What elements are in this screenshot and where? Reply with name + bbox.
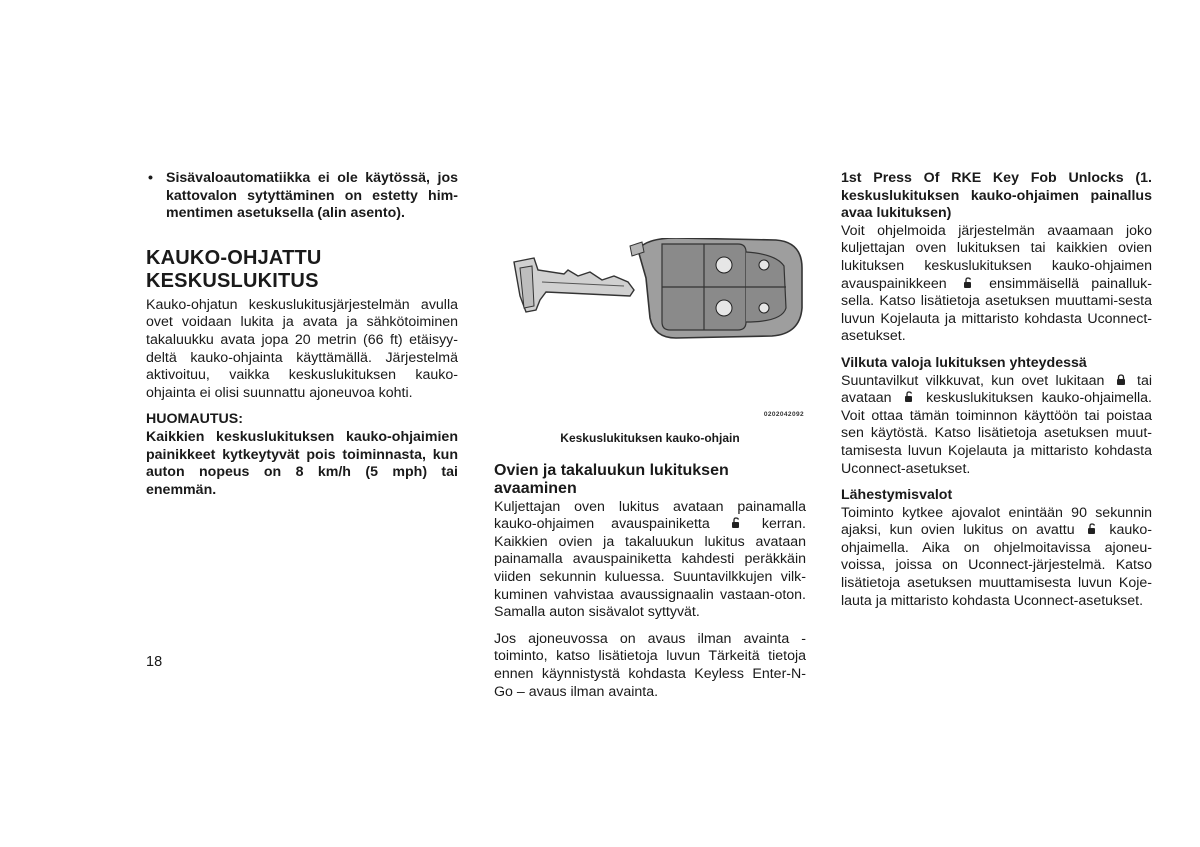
page-number: 18 <box>146 654 163 670</box>
first-press-paragraph <box>841 223 1152 346</box>
right-column <box>841 170 1152 610</box>
unlock-paragraph-a: Kuljettajan oven lukitus avataan painamalla kauko-ohjaimen avauspainiketta <box>494 498 806 533</box>
heading-flash-lights: Vilkuta valoja lukituksen yhteydessä <box>841 354 1087 371</box>
flash-lights-paragraph-c: keskuslukituksen kauko-ohjaimella. Voit ottaa tämän toiminnon käyttöön tai poistaa sen käytöstä. Katso lisätietoja asetuksen muut-tamisesta luvun Kojelauta ja mittaristo kohdasta Uconnect-asetukset. <box>841 390 1152 477</box>
subsection-title-line1: Ovien ja takaluukun lukituksen <box>494 461 729 479</box>
approach-lights-paragraph-a: Toiminto kytkee ajovalot enintään 90 sekunnin ajaksi, kun ovien lukitus on avattu <box>841 504 1152 539</box>
flash-lights-paragraph <box>841 373 1152 479</box>
unlock-paragraph <box>494 499 806 622</box>
bullet-list <box>146 170 458 223</box>
section-title-line1: KAUKO-OHJATTU <box>146 246 322 269</box>
intro-paragraph: Kauko-ohjatun keskuslukitusjärjestelmän avulla ovet voidaan lukita ja avata ja sähkötoiminen takaluukku avata jopa 20 metrin (66 ft) etäisyy-deltä kauko-ohjainta käyttämällä. Järjestelmä aktivoituu, vaikka keskuslukituksen kauko-ohjainta ei olisi suunnattu ajoneuvoa kohti. <box>146 296 458 401</box>
lock-icon <box>1115 374 1127 386</box>
figure-code: 0202042092 <box>763 411 804 418</box>
unlock-icon <box>1086 523 1098 535</box>
subsection-title-line2: avaaminen <box>494 480 577 498</box>
note-body: Kaikkien keskuslukituksen kauko-ohjaimien painikkeet kytkeytyvät pois toiminnasta, kun auton nopeus on 8 km/h (5 mph) tai enemmän. <box>146 428 458 498</box>
flash-lights-paragraph-a: Suuntavilkut vilkkuvat, kun ovet lukitaan <box>841 372 1105 389</box>
unlock-icon <box>903 391 915 403</box>
middle-column <box>494 170 806 701</box>
unlock-icon <box>962 277 974 289</box>
heading-approach-lights: Lähestymisvalot <box>841 487 953 504</box>
section-title <box>146 247 458 293</box>
keyless-paragraph: Jos ajoneuvossa on avaus ilman avainta -toiminto, katso lisätietoja luvun Tärkeitä tietoja ennen käynnistystä kohdasta Keyless Enter-N-Go – avaus ilman avainta. <box>494 630 806 700</box>
subsection-title <box>494 462 806 499</box>
unlock-paragraph-b: kerran. Kaikkien ovien ja takaluukun lukitus avataan painamalla avauspainiketta kahdesti peräkkäin viiden sekunnin kuluessa. Suuntavilkkujen vilk-kuminen vahvistaa avaussignaalin vastaan-oton. Samalla auton sisävalot syttyvät. <box>494 516 806 621</box>
first-press-paragraph-b: ensimmäisellä painalluk-sella. Katso lisätietoja asetuksen muuttami-sesta luvun Kojelauta ja mittaristo kohdasta Uconnect-asetukset. <box>841 275 1152 345</box>
bullet-item: • Sisävaloautomatiikka ei ole käytössä, jos kattovalon sytyttäminen on estetty him-mentimen asetuksella (alin asento). <box>146 170 458 223</box>
left-column <box>146 170 458 499</box>
heading-first-press: 1st Press Of RKE Key Fob Unlocks (1. keskuslukituksen kauko-ohjaimen painallus avaa lukituksen) <box>841 170 1152 222</box>
note-heading: HUOMAUTUS: <box>146 411 243 428</box>
flash-lights-paragraph-b: tai avataan <box>841 372 1152 407</box>
approach-lights-paragraph-b: kauko-ohjaimella. Aika on ohjelmoitavissa ajoneu-voissa, joissa on Uconnect-järjestelmä. Katso lisätietoja asetuksen muuttamisesta luvun Koje-lauta ja mittaristo kohdasta Uconnect-asetukset. <box>841 522 1152 609</box>
figure-caption: Keskuslukituksen kauko-ohjain <box>560 431 740 445</box>
first-press-paragraph-a: Voit ohjelmoida järjestelmän avaamaan joko kuljettajan oven lukituksen tai kaikkien ovien lukituksen keskuslukituksen kauko-ohjaimen avauspainikkeen <box>841 222 1152 292</box>
approach-lights-paragraph <box>841 505 1152 611</box>
section-title-line2: KESKUSLUKITUS <box>146 269 319 292</box>
unlock-icon <box>730 517 742 529</box>
key-fob-illustration <box>506 238 806 348</box>
key-fob-figure <box>494 238 806 420</box>
